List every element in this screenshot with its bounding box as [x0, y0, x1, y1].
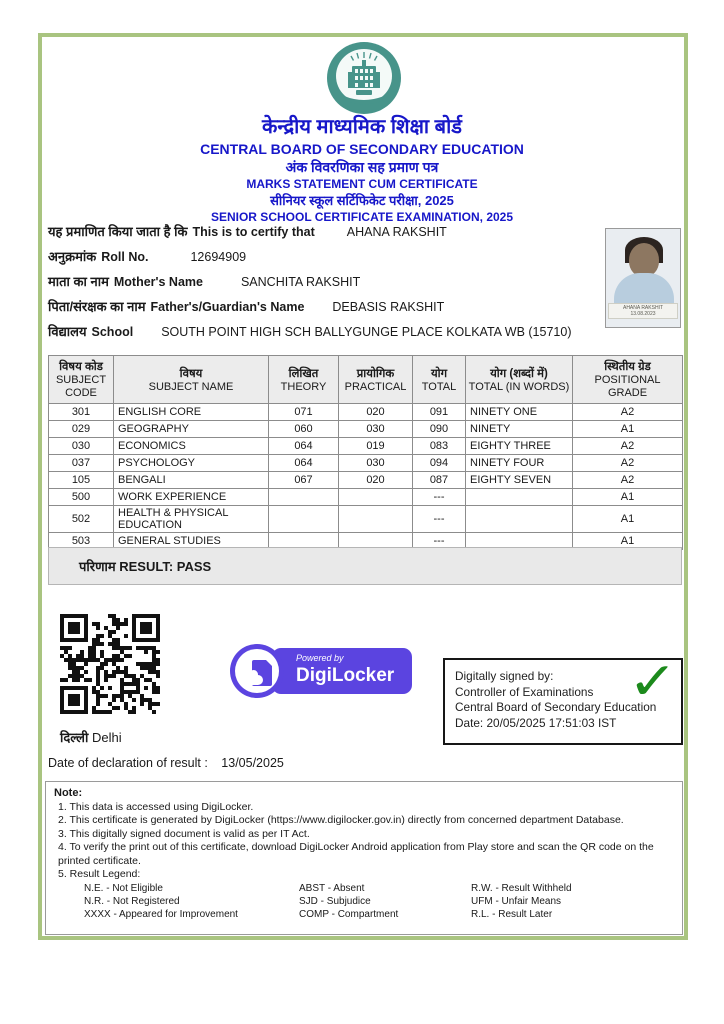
exam-title-hindi: सीनियर स्कूल सर्टिफिकेट परीक्षा, 2025	[270, 193, 454, 208]
cell-practical: 020	[339, 404, 413, 421]
cell-total: 094	[413, 455, 466, 472]
roll-label-hindi: अनुक्रमांक	[48, 249, 97, 264]
cell-total: ---	[413, 533, 466, 550]
legend-entry: N.R. - Not Registered	[84, 895, 180, 907]
cell-theory: 064	[269, 455, 339, 472]
header-titles	[0, 114, 724, 225]
signature-line-1: Digitally signed by:	[455, 669, 554, 683]
signature-line-2: Controller of Examinations	[455, 684, 594, 699]
result-bar	[48, 547, 682, 585]
cell-total: 083	[413, 438, 466, 455]
table-row	[49, 421, 683, 438]
cell-subject-code: 037	[49, 455, 114, 472]
cell-subject-code: 105	[49, 472, 114, 489]
mother-label-english: Mother's Name	[113, 275, 203, 289]
father-label-hindi: पिता/संरक्षक का नाम	[48, 299, 146, 314]
cell-theory	[269, 506, 339, 533]
cell-grade: A2	[573, 455, 683, 472]
mother-name: SANCHITA RAKSHIT	[240, 275, 361, 289]
declaration-label: Date of declaration of result :	[48, 756, 208, 770]
result-label-english: RESULT: PASS	[119, 559, 212, 574]
legend-entry: ABST - Absent	[299, 882, 365, 894]
result-text	[79, 557, 211, 575]
cell-practical	[339, 506, 413, 533]
cell-practical: 019	[339, 438, 413, 455]
col-header-grade: स्थितीय ग्रेड POSITIONAL GRADE	[573, 356, 683, 404]
legend-entry: XXXX - Appeared for Improvement	[84, 908, 238, 920]
qr-caption-english: Delhi	[91, 730, 122, 745]
col-header-practical: प्रायोगिक PRACTICAL	[339, 356, 413, 404]
col-header-subject-name: विषय SUBJECT NAME	[114, 356, 269, 404]
cell-total-words: NINETY	[466, 421, 573, 438]
marks-table-header-row	[49, 356, 683, 404]
cell-subject-name: GEOGRAPHY	[114, 421, 269, 438]
cell-total: ---	[413, 489, 466, 506]
cell-subject-code: 301	[49, 404, 114, 421]
father-label-english: Father's/Guardian's Name	[150, 300, 305, 314]
certify-row	[48, 222, 608, 247]
signature-line-3: Central Board of Secondary Education	[455, 700, 657, 714]
marks-table	[48, 355, 683, 550]
col-header-total: योग TOTAL	[413, 356, 466, 404]
cell-theory: 064	[269, 438, 339, 455]
legend-entry: COMP - Compartment	[299, 908, 399, 920]
result-label-hindi: परिणाम	[79, 559, 116, 574]
legend-entry: SJD - Subjudice	[299, 895, 371, 907]
cell-practical: 030	[339, 455, 413, 472]
legend-entry: N.E. - Not Eligible	[84, 882, 163, 894]
col-header-subject-code: विषय कोड SUBJECT CODE	[49, 356, 114, 404]
digilocker-badge-rect	[272, 648, 412, 694]
cell-grade: A2	[573, 472, 683, 489]
cell-subject-code: 030	[49, 438, 114, 455]
col-header-theory: लिखित THEORY	[269, 356, 339, 404]
cell-grade: A1	[573, 533, 683, 550]
checkmark-icon: ✓	[628, 653, 679, 711]
cell-grade: A2	[573, 404, 683, 421]
roll-label-english: Roll No.	[101, 250, 149, 264]
digilocker-powered-by-label: Powered by	[296, 653, 344, 663]
exam-title-english: SENIOR SCHOOL CERTIFICATE EXAMINATION, 2025	[210, 210, 514, 224]
table-row	[49, 455, 683, 472]
cell-total-words: NINETY FOUR	[466, 455, 573, 472]
qr-caption-hindi: दिल्ली	[60, 730, 89, 745]
legend-entry: R.W. - Result Withheld	[471, 882, 572, 894]
roll-number: 12694909	[190, 250, 247, 264]
cell-theory: 060	[269, 421, 339, 438]
cell-total: 087	[413, 472, 466, 489]
school-label-hindi: विद्यालय	[48, 324, 87, 339]
roll-row	[48, 247, 608, 272]
school-name: SOUTH POINT HIGH SCH BALLYGUNGE PLACE KOLKATA WB (15710)	[161, 325, 572, 339]
photo-caption-date: 13.08.2023	[630, 311, 656, 317]
father-name: DEBASIS RAKSHIT	[332, 300, 445, 314]
col-header-total-words: योग (शब्दों में) TOTAL (IN WORDS)	[466, 356, 573, 404]
cell-subject-code: 500	[49, 489, 114, 506]
photo-caption	[608, 303, 678, 319]
cell-total: ---	[413, 506, 466, 533]
cell-theory: 071	[269, 404, 339, 421]
cell-grade: A1	[573, 489, 683, 506]
cell-practical	[339, 489, 413, 506]
certify-label-english: This is to certify that	[192, 225, 315, 239]
table-row	[49, 438, 683, 455]
declaration-date-row	[48, 756, 284, 770]
declaration-date: 13/05/2025	[221, 756, 284, 770]
note-item: 2. This certificate is generated by DigiLocker (https://www.digilocker.gov.in) directly from concerned department Database.	[58, 814, 624, 826]
note-item: 4. To verify the print out of this certificate, download DigiLocker Android application from Play store and scan the QR code on the printed certificate.	[58, 841, 654, 867]
note-box	[45, 781, 683, 935]
note-item-legend-title: 5. Result Legend:	[58, 868, 141, 880]
student-name: AHANA RAKSHIT	[346, 225, 447, 239]
mother-label-hindi: माता का नाम	[48, 274, 109, 289]
qr-code	[60, 612, 160, 716]
cell-total-words	[466, 506, 573, 533]
cell-subject-name: ENGLISH CORE	[114, 404, 269, 421]
table-row	[49, 472, 683, 489]
cell-subject-name: BENGALI	[114, 472, 269, 489]
cell-total-words: EIGHTY THREE	[466, 438, 573, 455]
school-row	[48, 322, 608, 347]
cell-subject-name: GENERAL STUDIES	[114, 533, 269, 550]
cell-subject-code: 503	[49, 533, 114, 550]
digilocker-badge	[230, 644, 412, 698]
cell-total: 091	[413, 404, 466, 421]
table-row	[49, 489, 683, 506]
father-row	[48, 297, 608, 322]
cell-subject-code: 029	[49, 421, 114, 438]
cell-subject-code: 502	[49, 506, 114, 533]
signature-line-4: Date: 20/05/2025 17:51:03 IST	[455, 715, 617, 730]
note-item: 1. This data is accessed using DigiLocker.	[58, 800, 254, 813]
cell-subject-name: PSYCHOLOGY	[114, 455, 269, 472]
cell-total: 090	[413, 421, 466, 438]
school-label-english: School	[91, 325, 134, 339]
cell-total-words: EIGHTY SEVEN	[466, 472, 573, 489]
student-info	[48, 222, 608, 347]
table-row	[49, 404, 683, 421]
legend-entry: R.L. - Result Later	[471, 908, 553, 920]
cell-subject-name: WORK EXPERIENCE	[114, 489, 269, 506]
cell-grade: A2	[573, 438, 683, 455]
document-title-english: MARKS STATEMENT CUM CERTIFICATE	[246, 177, 478, 191]
cell-total-words	[466, 489, 573, 506]
photo-caption-name: AHANA RAKSHIT	[622, 305, 663, 311]
cell-subject-name: ECONOMICS	[114, 438, 269, 455]
document-title-hindi: अंक विवरणिका सह प्रमाण पत्र	[285, 159, 439, 175]
mother-row	[48, 272, 608, 297]
legend-entry: UFM - Unfair Means	[471, 895, 562, 907]
cell-practical: 030	[339, 421, 413, 438]
cell-total-words: NINETY ONE	[466, 404, 573, 421]
note-item: 3. This digitally signed document is valid as per IT Act.	[58, 827, 310, 840]
cell-theory	[269, 489, 339, 506]
cell-practical: 020	[339, 472, 413, 489]
board-title-hindi: केन्द्रीय माध्यमिक शिक्षा बोर्ड	[262, 116, 462, 138]
cell-grade: A1	[573, 506, 683, 533]
digilocker-logo-icon	[230, 644, 284, 698]
result-legend	[84, 882, 674, 921]
board-title-english: CENTRAL BOARD OF SECONDARY EDUCATION	[200, 141, 524, 157]
digital-signature-box	[443, 653, 683, 745]
qr-caption	[60, 728, 122, 746]
cell-theory: 067	[269, 472, 339, 489]
note-title: Note:	[54, 787, 83, 799]
digilocker-name-label: DigiLocker	[296, 665, 395, 686]
table-row	[49, 506, 683, 533]
cell-grade: A1	[573, 421, 683, 438]
certify-label-hindi: यह प्रमाणित किया जाता है कि	[48, 224, 188, 239]
cell-subject-name: HEALTH & PHYSICAL EDUCATION	[114, 506, 269, 533]
student-photo	[605, 228, 681, 328]
cbse-logo-icon	[324, 40, 404, 116]
